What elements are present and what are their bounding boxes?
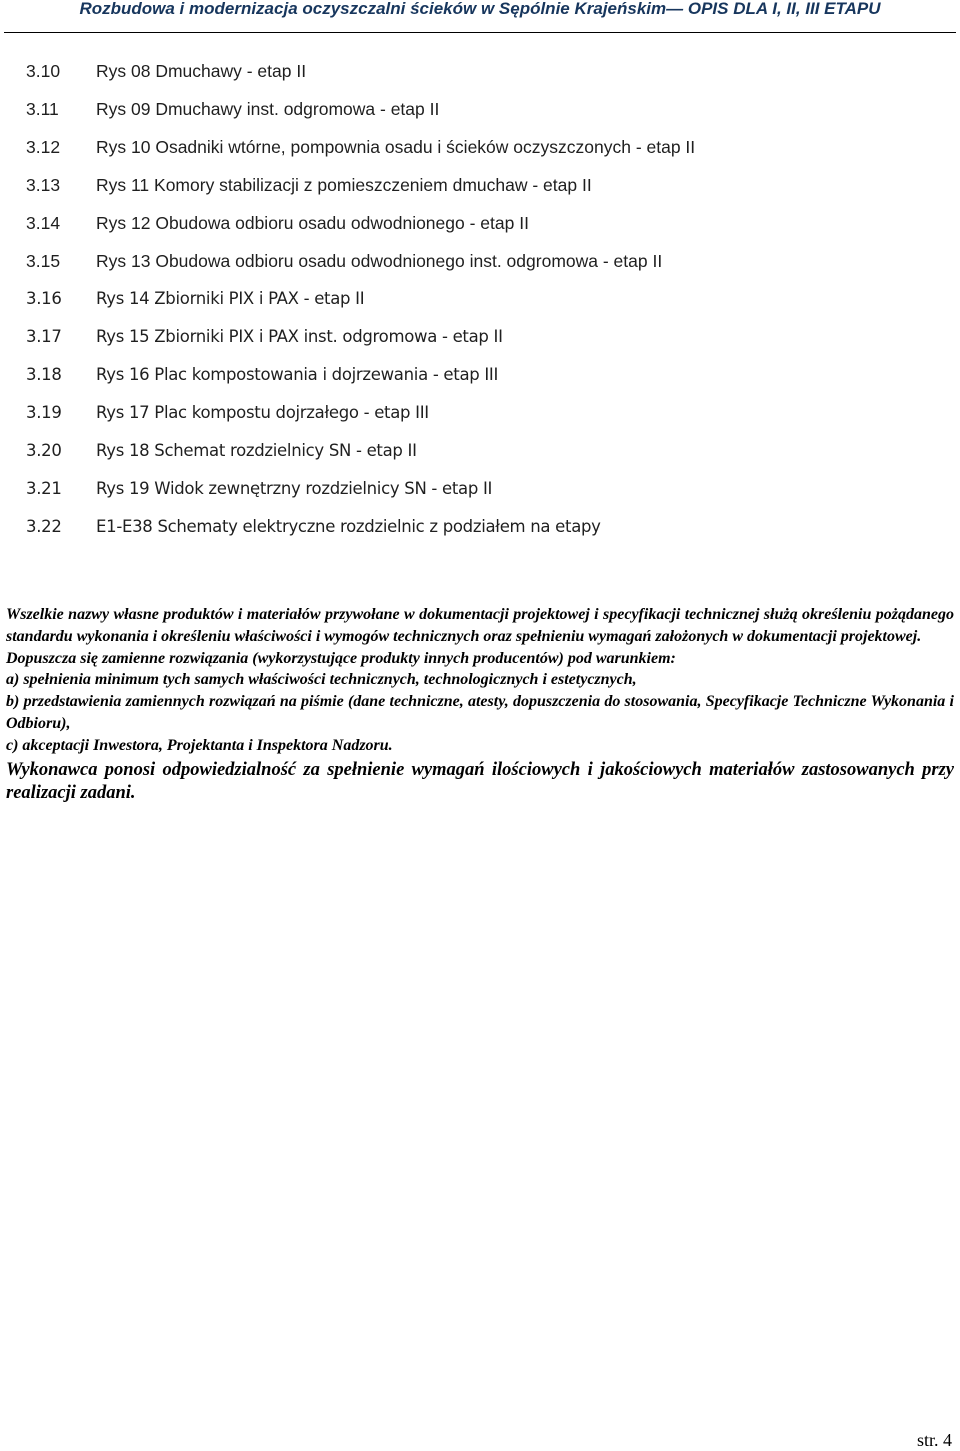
list-item (26, 58, 926, 96)
item-title: Rys 19 Widok zewnętrzny rozdzielnicy SN - etap II (96, 479, 493, 498)
item-number: 3.12 (26, 137, 61, 157)
item-number: 3.18 (26, 365, 62, 384)
item-title: Rys 09 Dmuchawy inst. odgromowa - etap II (96, 99, 440, 119)
list-item (26, 324, 926, 362)
list-item (26, 248, 926, 286)
item-number: 3.10 (26, 61, 61, 81)
substitution-note (6, 604, 954, 805)
list-item (26, 514, 926, 552)
item-number: 3.15 (26, 251, 61, 271)
item-title: Rys 16 Plac kompostowania i dojrzewania - etap III (96, 365, 499, 384)
list-item (26, 362, 926, 400)
item-number: 3.14 (26, 213, 61, 233)
list-item (26, 438, 926, 476)
item-number: 3.19 (26, 403, 62, 422)
note-paragraph: Dopuszcza się zamienne rozwiązania (wykorzystujące produkty innych producentów) pod warunkiem: (6, 649, 676, 667)
page-header (0, 0, 960, 24)
list-item (26, 134, 926, 172)
item-title: E1-E38 Schematy elektryczne rozdzielnic z podziałem na etapy (96, 517, 601, 536)
item-title: Rys 13 Obudowa odbioru osadu odwodnionego inst. odgromowa - etap II (96, 251, 663, 271)
item-number: 3.22 (26, 517, 62, 536)
list-item (26, 476, 926, 514)
item-title: Rys 10 Osadniki wtórne, pompownia osadu i ścieków oczyszczonych - etap II (96, 137, 696, 157)
item-number: 3.17 (26, 327, 62, 346)
item-number: 3.21 (26, 479, 62, 498)
item-number: 3.13 (26, 175, 61, 195)
item-number: 3.16 (26, 289, 62, 308)
list-item (26, 172, 926, 210)
item-title: Rys 14 Zbiorniki PIX i PAX - etap II (96, 289, 365, 308)
note-condition-c: c) akceptacji Inwestora, Projektanta i Inspektora Nadzoru. (6, 736, 393, 754)
drawings-list (26, 58, 926, 552)
note-condition-b: b) przedstawienia zamiennych rozwiązań na piśmie (dane techniczne, atesty, dopuszczenia do stosowania, Specyfikacje Techniczne Wykonania i Odbioru), (6, 693, 954, 732)
item-title: Rys 08 Dmuchawy - etap II (96, 61, 307, 81)
page-number: str. 4 (916, 1430, 952, 1450)
header-divider (4, 32, 956, 33)
item-title: Rys 12 Obudowa odbioru osadu odwodnionego - etap II (96, 213, 529, 233)
note-condition-a: a) spełnienia minimum tych samych właściwości technicznych, technologicznych i estetycznych, (6, 671, 637, 689)
note-paragraph: Wszelkie nazwy własne produktów i materiałów przywołane w dokumentacji projektowej i specyfikacji technicznej służą określeniu pożądanego standardu wykonania i określeniu właściwości i wymogów technicznych oraz spełnieniu wymagań założonych w dokumentacji projektowej. (6, 606, 954, 645)
item-title: Rys 15 Zbiorniki PIX i PAX inst. odgromowa - etap II (96, 327, 503, 346)
list-item (26, 400, 926, 438)
item-title: Rys 18 Schemat rozdzielnicy SN - etap II (96, 441, 417, 460)
item-number: 3.20 (26, 441, 62, 460)
contractor-responsibility: Wykonawca ponosi odpowiedzialność za spełnienie wymagań ilościowych i jakościowych materiałów zastosowanych przy realizacji zadani. (6, 759, 954, 803)
list-item (26, 286, 926, 324)
item-title: Rys 11 Komory stabilizacji z pomieszczeniem dmuchaw - etap II (96, 175, 592, 195)
item-title: Rys 17 Plac kompostu dojrzałego - etap III (96, 403, 429, 422)
list-item (26, 210, 926, 248)
item-number: 3.11 (26, 99, 59, 119)
list-item (26, 96, 926, 134)
document-title: Rozbudowa i modernizacja oczyszczalni ścieków w Sępólnie Krajeńskim— OPIS DLA I, II, III ETAPU (79, 0, 881, 18)
